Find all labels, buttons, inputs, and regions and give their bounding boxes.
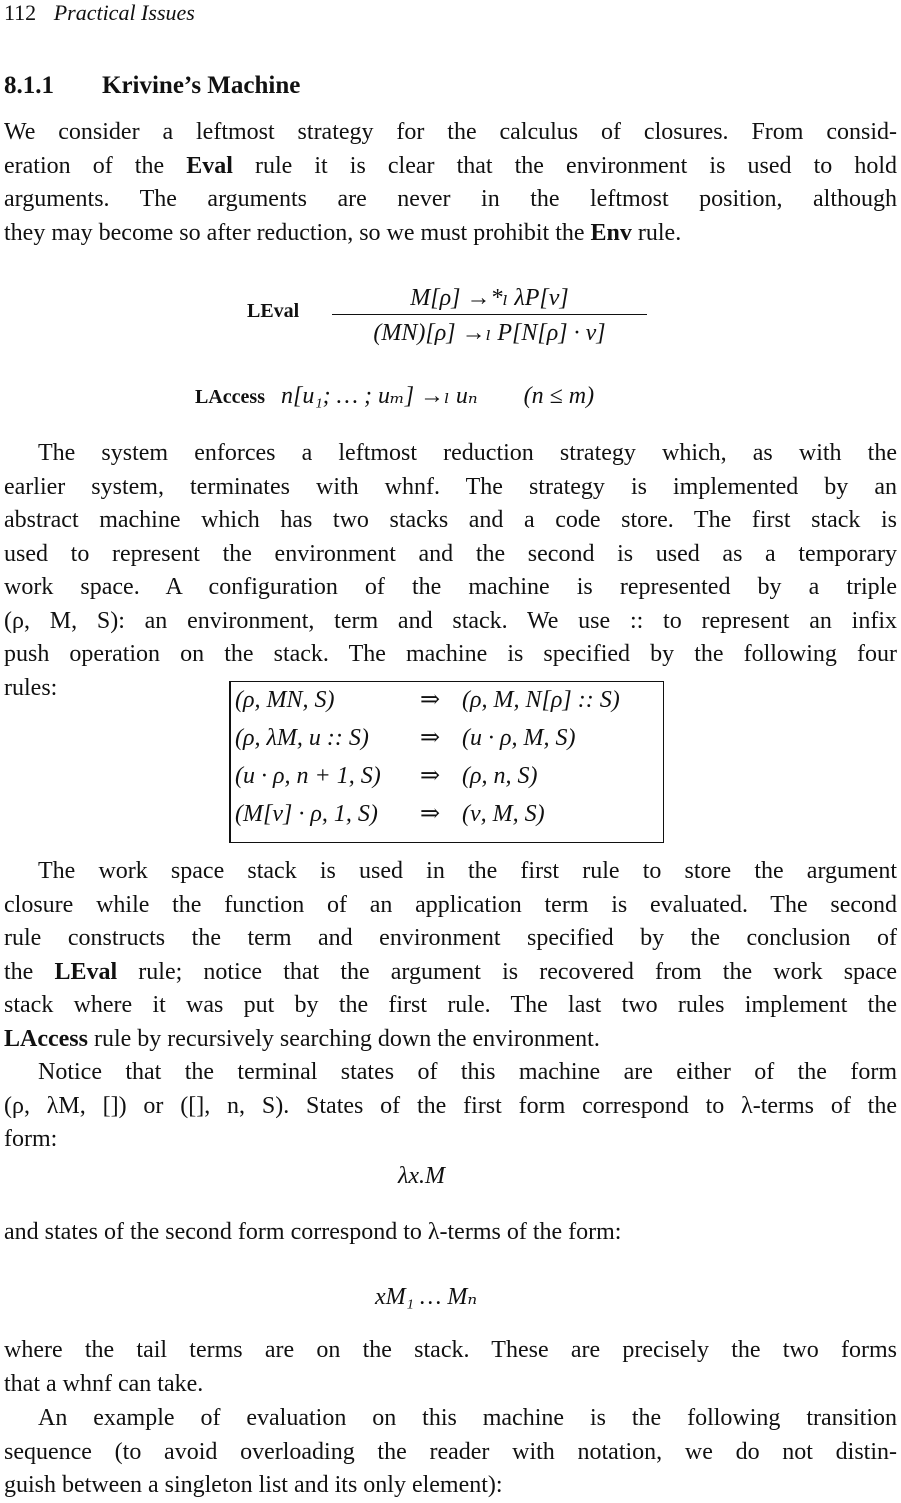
transition-arrow: ⇒ xyxy=(420,725,441,751)
text-line: Notice that the terminal states of this machine are either of the form xyxy=(38,1059,897,1085)
inference-bar xyxy=(332,314,647,315)
text-line: arguments. The arguments are never in the leftmost position, although xyxy=(4,186,897,212)
rule-rhs: (u · ρ, M, S) xyxy=(462,725,576,751)
text-line: The system enforces a leftmost reduction strategy which, as with the xyxy=(38,440,897,466)
rule-lhs: (M[ν] · ρ, 1, S) xyxy=(235,801,378,827)
lambda-display: λx.M xyxy=(398,1163,446,1189)
text-line: and states of the second form correspond to λ-terms of the form: xyxy=(4,1219,622,1245)
text-line: work space. A configuration of the machine is represented by a triple xyxy=(4,574,897,600)
example-paragraph xyxy=(4,1402,897,1503)
running-title: Practical Issues xyxy=(53,0,195,25)
leval-rule xyxy=(247,283,667,373)
text-line: eration of the Eval rule it is clear that the environment is used to hold xyxy=(4,152,898,179)
page-number: 112 xyxy=(4,0,37,25)
second-form-paragraph xyxy=(4,1216,897,1250)
leval-premise: M[ρ] →*ₗ λP[ν] xyxy=(410,285,569,311)
text-line: they may become so after reduction, so we must prohibit the Env rule. xyxy=(4,219,682,246)
transition-arrow: ⇒ xyxy=(420,687,441,713)
intro-paragraph xyxy=(4,116,897,250)
text-line: rules: xyxy=(4,674,58,701)
machine-rules-box xyxy=(229,681,664,843)
workspace-paragraph xyxy=(4,855,897,1056)
rule-lhs: (u · ρ, n + 1, S) xyxy=(235,763,381,789)
bold-term: LEval xyxy=(54,958,118,985)
text-line: An example of evaluation on this machine is the following transition xyxy=(38,1405,897,1431)
section-title: Krivine’s Machine xyxy=(102,72,301,99)
terminal-states-paragraph xyxy=(4,1056,897,1157)
leval-rule-name: LEval xyxy=(247,300,300,322)
bold-term: Env xyxy=(590,219,632,246)
rule-lhs: (ρ, MN, S) xyxy=(235,687,335,713)
tail-paragraph xyxy=(4,1334,897,1401)
text-line: rule constructs the term and environment specified by the conclusion of xyxy=(4,925,897,951)
laccess-condition: (n ≤ m) xyxy=(523,383,595,409)
text-line: abstract machine which has two stacks and a code store. The first stack is xyxy=(4,507,897,533)
text-line: that a whnf can take. xyxy=(4,1370,204,1397)
transition-arrow: ⇒ xyxy=(420,801,441,827)
section-heading xyxy=(4,70,300,102)
transition-arrow: ⇒ xyxy=(420,763,441,789)
laccess-rule-name: LAccess xyxy=(195,386,265,408)
leval-conclusion: (MN)[ρ] →ₗ P[N[ρ] · ν] xyxy=(373,320,606,346)
text-line: LAccess rule by recursively searching down the environment. xyxy=(4,1025,600,1052)
text-line: The work space stack is used in the first rule to store the argument xyxy=(38,858,897,884)
text-line: where the tail terms are on the stack. These are precisely the two forms xyxy=(4,1337,897,1363)
laccess-body: n[u₁; … ; uₘ] →ₗ uₙ xyxy=(280,383,478,409)
text-line: used to represent the environment and the second is used as a temporary xyxy=(4,540,897,567)
text-line: earlier system, terminates with whnf. The strategy is implemented by an xyxy=(4,473,897,500)
text-line: sequence (to avoid overloading the reader with notation, we do not distin- xyxy=(4,1438,897,1465)
text-line: guish between a singleton list and its only element): xyxy=(4,1472,503,1498)
rule-lhs: (ρ, λM, u :: S) xyxy=(235,725,369,751)
leval-fraction xyxy=(332,283,647,348)
text-line: (ρ, λM, []) or ([], n, S). States of the first form correspond to λ-terms of the xyxy=(4,1092,897,1119)
system-paragraph xyxy=(4,437,897,705)
text-line: push operation on the stack. The machine is specified by the following four xyxy=(4,641,897,667)
bold-term: LAccess xyxy=(4,1025,88,1052)
text-line: form: xyxy=(4,1126,58,1152)
rule-rhs: (ν, M, S) xyxy=(462,801,545,827)
text-line: closure while the function of an application term is evaluated. The second xyxy=(4,891,897,918)
rule-rhs: (ρ, M, N[ρ] :: S) xyxy=(462,687,620,713)
rule-rhs: (ρ, n, S) xyxy=(462,763,538,789)
text-line: stack where it was put by the first rule. The last two rules implement the xyxy=(4,992,897,1018)
laccess-rule xyxy=(195,380,594,413)
text-line: the LEval rule; notice that the argument is recovered from the work space xyxy=(4,958,897,985)
section-number: 8.1.1 xyxy=(4,72,54,99)
bold-term: Eval xyxy=(186,152,233,179)
application-display: xM₁ … Mₙ xyxy=(375,1284,478,1310)
running-head xyxy=(4,0,195,26)
text-line: We consider a leftmost strategy for the calculus of closures. From consid- xyxy=(4,119,897,145)
text-line: (ρ, M, S): an environment, term and stack. We use :: to represent an infix xyxy=(4,607,897,634)
